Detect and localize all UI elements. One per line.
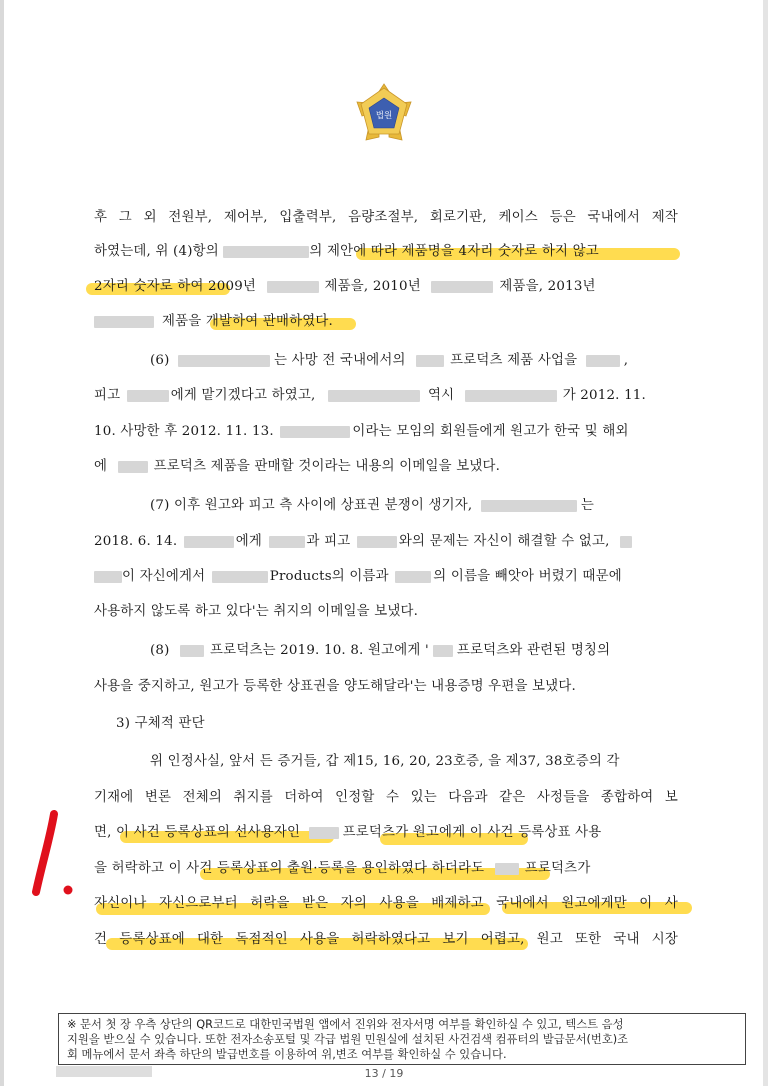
paragraph-6-line4: 에 프로덕츠 제품을 판매할 것이라는 내용의 이메일을 보냈다. <box>94 459 501 474</box>
paragraph-6-line2: 피고 에게 맡기겠다고 하였고, 역시 가 2012. 11. <box>94 388 646 403</box>
paragraph-7-line2: 2018. 6. 14. 에게 과 피고 와의 문제는 자신이 해결할 수 없고, <box>94 530 632 549</box>
redaction-block <box>586 355 620 367</box>
judgment-line5: 자신이나 자신으로부터 허락을 받은 자의 사용을 배제하고 국내에서 원고에게만 이 사 <box>94 896 678 911</box>
judgment-line1: 위 인정사실, 앞서 든 증거들, 갑 제15, 16, 20, 23호증, 을 제37, 38호증의 각 <box>150 754 620 769</box>
redaction-block <box>465 390 557 402</box>
redaction-block <box>495 863 519 875</box>
redaction-block <box>180 645 204 657</box>
page-edge-shadow-left <box>0 0 4 1086</box>
paragraph-7-line3: 이 자신에게서 Products의 이름과 의 이름을 빼앗아 버렸기 때문에 <box>94 565 622 584</box>
judgment-line6: 건 등록상표에 대한 독점적인 사용을 허락하였다고 보기 어렵고, 원고 또한 국내 시장 <box>94 932 678 947</box>
paragraph-a-line1: 후 그 외 전원부, 제어부, 입출력부, 음량조절부, 회로기판, 케이스 등은 국내에서 제작 <box>94 210 678 225</box>
redaction-block <box>178 355 270 367</box>
redaction-block <box>223 246 309 258</box>
redaction-block <box>127 390 169 402</box>
redaction-block <box>118 461 148 473</box>
paragraph-6-line3: 10. 사망한 후 2012. 11. 13. 이라는 모임의 회원들에게 원고가 한국 및 해외 <box>94 424 629 439</box>
redaction-block <box>328 390 420 402</box>
notice-line3: 회 메뉴에서 문서 좌측 하단의 발급번호를 이용하여 위,변조 여부를 확인하실 수 있습니다. <box>67 1048 507 1061</box>
redaction-block <box>357 536 397 548</box>
redaction-block <box>212 571 268 583</box>
notice-line2: 지원을 받으실 수 있습니다. 또한 전자소송포털 및 각급 법원 민원실에 설치된 사건검색 컴퓨터의 발급문서(번호)조 <box>67 1033 629 1046</box>
redaction-block <box>433 645 453 657</box>
redaction-block <box>309 827 339 839</box>
paragraph-a-line3: 2자리 숫자로 하여 2009년 제품을, 2010년 제품을, 2013년 <box>94 279 596 294</box>
judgment-line4: 을 허락하고 이 사건 등록상표의 출원·등록을 용인하였다 하더라도 프로덕츠가 <box>94 861 591 876</box>
redaction-block <box>431 281 493 293</box>
redaction-block <box>94 571 122 583</box>
verification-notice <box>58 1013 746 1065</box>
paragraph-7-line4: 사용하지 않도록 하고 있다'는 취지의 이메일을 보냈다. <box>94 604 419 619</box>
paragraph-6-line1: (6) 는 사망 전 국내에서의 프로덕츠 제품 사업을 , <box>150 353 629 368</box>
paragraph-a-line4: 제품을 개발하여 판매하였다. <box>94 310 333 329</box>
redaction-block <box>395 571 431 583</box>
emblem-label: 법원 <box>375 111 393 121</box>
court-emblem-icon <box>349 82 419 152</box>
redaction-block <box>481 500 577 512</box>
notice-line1: ※ 문서 첫 장 우측 상단의 QR코드로 대한민국법원 앱에서 진위와 전자서명 여부를 확인하실 수 있고, 텍스트 음성 <box>67 1018 624 1031</box>
redaction-block <box>94 316 154 328</box>
judgment-line3: 면, 이 사건 등록상표의 선사용자인 프로덕츠가 원고에게 이 사건 등록상표 사용 <box>94 825 602 840</box>
page-number: 13 / 19 <box>364 1067 404 1080</box>
paragraph-8-line2: 사용을 중지하고, 원고가 등록한 상표권을 양도해달라'는 내용증명 우편을 보냈다. <box>94 679 576 694</box>
paragraph-8-line1: (8) 프로덕츠는 2019. 10. 8. 원고에게 ' 프로덕츠와 관련된 명칭의 <box>150 643 611 658</box>
paragraph-7-line1: (7) 이후 원고와 피고 측 사이에 상표권 분쟁이 생기자, 는 <box>150 498 594 513</box>
redaction-block <box>184 536 234 548</box>
handwritten-number-mark <box>30 808 80 908</box>
judgment-line2: 기재에 변론 전체의 취지를 더하여 인정할 수 있는 다음과 같은 사정들을 종합하여 보 <box>94 790 678 805</box>
redaction-block <box>620 536 632 548</box>
page-edge-shadow-right <box>763 0 768 1086</box>
redaction-block <box>267 281 319 293</box>
paragraph-a-line2: 하였는데, 위 (4)항의 의 제안에 따라 제품명을 4자리 숫자로 하지 않고 <box>94 244 599 259</box>
redaction-block <box>416 355 444 367</box>
section-heading: 3) 구체적 판단 <box>116 716 205 731</box>
redaction-block <box>269 536 305 548</box>
redaction-block <box>280 426 350 438</box>
